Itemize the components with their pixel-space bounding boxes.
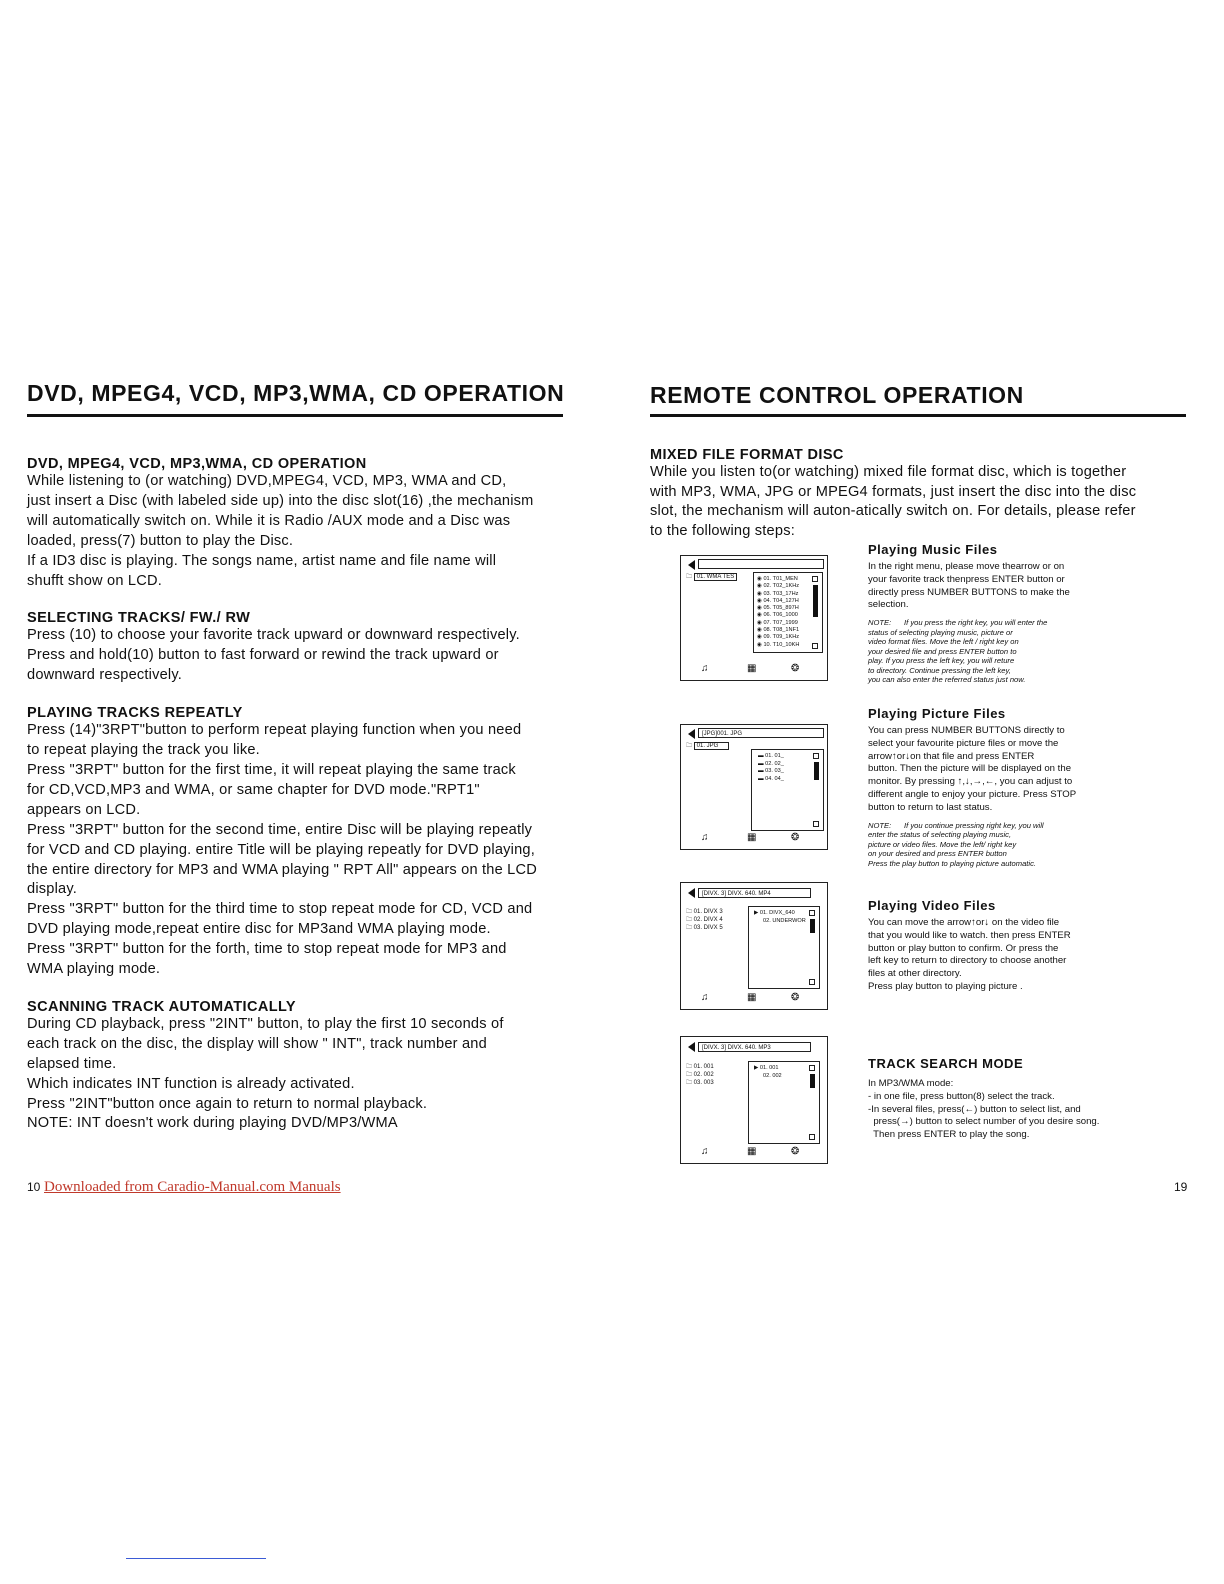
directory-label: 01. JPG [694,742,730,750]
directory-item[interactable]: 🗀 03. DIVX 5 [686,925,723,931]
note-line: enter the status of selecting playing music, [868,830,1012,840]
scrollbar[interactable] [809,910,816,985]
track-search-screen [680,1036,828,1164]
section-operation [27,456,587,591]
note-line: picture or video files. Move the left/ right key [868,839,1017,849]
file-label: 02. UNDERWOR [763,917,806,924]
file-label: 02. T02_1KHz [763,583,800,590]
directory-item[interactable]: 🗀 01. 001 [686,1064,714,1070]
music-heading: Playing Music Files [868,542,998,557]
note-line: If you continue pressing right key, you will [904,820,1044,830]
text-line: - in one file, press button(8) select the track. [868,1090,1055,1102]
screen-title-bar: [DIVX. 3] DIVX. 640. MP4 [698,888,811,898]
paragraph-line: During CD playback, press "2INT" button, to play the first 10 seconds of [27,1015,504,1032]
paragraph-line: shufft show on LCD. [27,572,162,589]
directory-label: 03. DIVX 5 [693,925,723,931]
paragraph-line: slot, the mechanism will auton-atically switch on. For details, please refer [650,503,1136,519]
track-search-section [868,1056,1178,1142]
text-line: select your favourite picture files or move the [868,737,1059,749]
section-repeat [27,705,587,980]
text-line: -In several files, press(←) button to select list, and [868,1103,1081,1115]
music-menu-screen [680,555,828,681]
scroll-thumb[interactable] [810,1074,815,1088]
picture-icon[interactable]: ▦ [747,992,757,1003]
paragraph-line: to repeat playing the track you like. [27,742,260,759]
file-label: ▶ 01. 001 [754,1065,779,1071]
left-triangle-icon[interactable] [688,1042,695,1052]
directory-item[interactable]: 🗀 03. 003 [686,1080,714,1086]
list-item[interactable]: ▬ 03. 03_ [758,768,784,775]
note-line: you can also enter the referred status just now. [868,675,1026,685]
paragraph-line: Press (14)"3RPT"button to perform repeat playing function when you need [27,722,522,739]
file-label: 05. T05_897H [763,605,799,612]
picture-icon[interactable]: ▦ [747,832,757,843]
file-label: 03. T03_17Hz [763,590,799,597]
scroll-down-icon[interactable] [813,821,819,827]
directory-item[interactable]: 🗀 01. DIVX 3 [686,909,723,915]
list-item[interactable]: ◉ 02. T02_1KHz [757,583,800,590]
scroll-thumb[interactable] [810,919,815,933]
text-line: Then press ENTER to play the song. [868,1129,1030,1141]
scrollbar[interactable] [813,753,820,827]
note-line: to directory. Continue pressing the left key, [868,665,1011,675]
text-line: You can press NUMBER BUTTONS directly to [868,725,1065,736]
left-triangle-icon[interactable] [688,729,695,739]
left-title-rule [27,414,563,417]
mixed-format-intro [650,447,1190,541]
left-triangle-icon[interactable] [688,560,695,570]
section-scanning [27,999,587,1134]
left-page-title: DVD, MPEG4, VCD, MP3,WMA, CD OPERATION [27,380,565,406]
scroll-thumb[interactable] [814,762,819,780]
text-line: You can move the arrow↑or↓ on the video file [868,917,1060,928]
text-line: files at other directory. [868,968,962,980]
file-label: 01. 01_ [765,753,784,759]
paragraph-line: WMA playing mode. [27,961,161,978]
text-line: different angle to enjoy your picture. Press STOP [868,788,1077,800]
footer-download-link[interactable]: Downloaded from Caradio-Manual.com Manuals [44,1179,341,1195]
film-reel-icon[interactable]: ❂ [791,663,800,674]
paragraph-line: appears on LCD. [27,801,141,818]
note-label: NOTE: [868,618,892,628]
file-label: 06. T06_1000 [763,612,798,619]
text-line: button to return to last status. [868,801,993,813]
note-line: If you press the right key, you will enter the [904,618,1048,628]
film-reel-icon[interactable]: ❂ [791,1146,800,1157]
mode-icons [681,832,827,846]
directory-label: 02. DIVX 4 [693,917,723,923]
paragraph-line: DVD playing mode,repeat entire disc for MP3and WMA playing mode. [27,921,491,938]
paragraph-line: While listening to (or watching) DVD,MPEG4, VCD, MP3, WMA and CD, [27,473,507,489]
file-label: 07. T07_1999 [763,619,798,626]
text-line: In MP3/WMA mode: [868,1078,954,1089]
music-note-icon[interactable]: ♫ [701,992,709,1003]
text-line: Press play button to playing picture . [868,980,1023,992]
paragraph-line: Which indicates INT function is already activated. [27,1075,355,1092]
text-line: In the right menu, please move thearrow or on [868,561,1065,572]
picture-menu-screen [680,724,828,850]
scroll-down-icon[interactable] [809,979,815,985]
paragraph-line: loaded, press(7) button to play the Disc. [27,532,294,549]
text-line: monitor. By pressing ↑,↓,→,←, you can adjust to [868,776,1073,788]
left-page-number: 10 [27,1180,41,1194]
scroll-down-icon[interactable] [809,1134,815,1140]
mode-icons [681,992,827,1006]
list-item[interactable]: ▬ 01. 01_ [758,753,784,759]
music-note-icon[interactable]: ♫ [701,663,709,674]
file-label: 04. T04_127H [763,597,799,604]
file-label: 02. 02_ [765,760,784,767]
directory-list [686,1063,714,1087]
scroll-down-icon[interactable] [812,643,818,649]
scroll-up-icon[interactable] [809,1065,815,1071]
paragraph-line: for CD,VCD,MP3 and WMA, or same chapter for DVD mode."RPT1" [27,781,480,798]
directory-label: 01. WMA TES [694,573,738,581]
file-list [751,749,824,831]
section-heading: DVD, MPEG4, VCD, MP3,WMA, CD OPERATION [27,456,367,472]
video-menu-screen [680,882,828,1010]
list-item[interactable]: ▬ 04. 04_ [758,775,784,782]
list-item[interactable]: ◉ 09. T09_1KHz [757,634,800,641]
file-label: 02. 002 [763,1072,782,1079]
directory-item[interactable]: 🗀 02. 002 [686,1072,714,1078]
file-label: ▶ 01. DIVX_640 [754,910,795,916]
video-section [868,898,1168,994]
list-item[interactable]: ◉ 01. T01_MEN [757,576,798,582]
text-line: button. Then the picture will be displayed on the [868,763,1072,775]
file-label: 10. T10_10KH [763,641,800,648]
left-content [27,456,587,1153]
section-selecting-tracks [27,610,587,686]
file-list [753,572,823,653]
paragraph-line: with MP3, WMA, JPG or MPEG4 formats, just insert the disc into the disc [650,483,1137,500]
screen-title-bar [698,559,824,569]
paragraph-line: to the following steps: [650,522,795,539]
note-line: status of selecting playing music, picture or [868,627,1013,637]
paragraph-line: display. [27,881,77,898]
picture-section [868,706,1168,868]
note-line: Press the play button to playing picture automatic. [868,858,1037,868]
track-search-heading: TRACK SEARCH MODE [868,1056,1024,1071]
scroll-up-icon[interactable] [812,576,818,582]
music-section [868,542,1168,685]
text-line: arrow↑or↓on that file and press ENTER [868,750,1035,762]
directory-item[interactable]: 🗀 02. DIVX 4 [686,917,723,923]
music-note-icon[interactable]: ♫ [701,832,709,843]
film-reel-icon[interactable]: ❂ [791,832,800,843]
list-item[interactable]: ◉ 08. T08_1NF1 [757,627,800,634]
directory-item[interactable]: 🗀 01. JPG [686,742,729,750]
directory-list [686,908,723,932]
paragraph-line: Press "3RPT" button for the third time to stop repeat mode for CD, VCD and [27,901,533,918]
file-label: 03. 03_ [765,768,784,775]
section-heading: PLAYING TRACKS REPEATLY [27,705,243,722]
paragraph-line: Press "2INT"button once again to return to normal playback. [27,1095,428,1112]
list-item[interactable]: ▬ 02. 02_ [758,760,784,767]
directory-label: 01. 001 [693,1064,714,1070]
scroll-up-icon[interactable] [809,910,815,916]
right-title-rule [650,414,1186,417]
list-item[interactable]: ◉ 10. T10_10KH [757,641,800,648]
picture-icon[interactable]: ▦ [747,663,757,674]
paragraph-line: just insert a Disc (with labeled side up) into the disc slot(16) ,the mechanism [27,492,534,509]
bottom-link-underline [126,1558,266,1559]
file-list [748,1061,820,1144]
note-line: video format files. Move the left / right key on [868,637,1019,647]
paragraph-line: Press and hold(10) button to fast forward or rewind the track upward or [27,647,499,664]
paragraph-line: If a ID3 disc is playing. The songs name, artist name and file name will [27,552,497,569]
text-line: press(→) button to select number of you desire song. [868,1116,1100,1128]
text-line: selection. [868,599,909,611]
paragraph-line: downward respectively. [27,667,182,684]
video-heading: Playing Video Files [868,898,996,913]
paragraph-line: Press "3RPT" button for the forth, time to stop repeat mode for MP3 and [27,941,507,958]
picture-heading: Playing Picture Files [868,706,1006,721]
music-note-icon[interactable]: ♫ [701,1146,709,1157]
section-heading: SELECTING TRACKS/ FW./ RW [27,610,251,627]
directory-label: 03. 003 [693,1080,714,1086]
paragraph-line: each track on the disc, the display will show " INT", track number and [27,1035,487,1052]
note-label: NOTE: [868,820,892,830]
file-label: 08. T08_1NF1 [763,627,800,634]
right-page-number: 19 [1174,1180,1188,1194]
scroll-up-icon[interactable] [813,753,819,759]
screen-title-bar: [DIVX. 3] DIVX. 640. MP3 [698,1042,811,1052]
directory-label: 01. DIVX 3 [693,909,723,915]
mode-icons [681,1146,827,1160]
list-item[interactable]: ◉ 04. T04_127H [757,597,799,604]
paragraph-line: Press (10) to choose your favorite track upward or downward respectively. [27,627,520,644]
picture-icon[interactable]: ▦ [747,1146,757,1157]
note-line: your desired file and press ENTER button to [868,646,1017,656]
file-list [748,906,820,989]
note-line: on your desired and press ENTER button [868,849,1007,859]
list-item[interactable]: ◉ 05. T05_897H [757,605,799,612]
note-line: play. If you press the left key, you will reture [868,656,1015,666]
text-line: your favorite track thenpress ENTER button or [868,573,1065,585]
film-reel-icon[interactable]: ❂ [791,992,800,1003]
directory-item[interactable]: 🗀 01. WMA TES [686,573,737,581]
list-item[interactable]: ◉ 03. T03_17Hz [757,590,799,597]
directory-label: 02. 002 [693,1072,714,1078]
paragraph-line: the entire directory for MP3 and WMA playing " RPT All" appears on the LCD [27,861,537,878]
text-line: that you would like to watch. then press ENTER [868,929,1071,941]
paragraph-line: elapsed time. [27,1055,117,1072]
mixed-heading: MIXED FILE FORMAT DISC [650,447,844,463]
text-line: button or play button to confirm. Or press the [868,942,1059,954]
file-label: 01. T01_MEN [763,576,798,582]
paragraph-line: for VCD and CD playing. entire Title will be playing repeatly for DVD playing, [27,841,535,858]
list-item[interactable]: ◉ 06. T06_1000 [757,612,798,619]
scrollbar[interactable] [809,1065,816,1140]
file-label: 09. T09_1KHz [763,634,800,641]
paragraph-line: Press "3RPT" button for the first time, it will repeat playing the same track [27,761,516,778]
file-label: 04. 04_ [765,775,784,782]
paragraph-line: Press "3RPT" button for the second time, entire Disc will be playing repeatly [27,821,533,838]
paragraph-line: While you listen to(or watching) mixed file format disc, which is together [650,464,1127,480]
paragraph-line: will automatically switch on. While it is Radio /AUX mode and a Disc was [27,512,511,529]
text-line: directly press NUMBER BUTTONS to make the [868,586,1070,598]
text-line: left key to return to directory to choose another [868,955,1067,967]
screen-title-bar: [JPG]001. JPG [698,728,824,738]
left-triangle-icon[interactable] [688,888,695,898]
scrollbar[interactable] [812,576,819,649]
scroll-thumb[interactable] [813,585,818,617]
list-item[interactable]: ◉ 07. T07_1999 [757,619,798,626]
right-page-title: REMOTE CONTROL OPERATION [650,382,1024,408]
paragraph-line: NOTE: INT doesn't work during playing DVD/MP3/WMA [27,1115,398,1132]
mode-icons [681,663,827,677]
section-heading: SCANNING TRACK AUTOMATICALLY [27,998,296,1015]
